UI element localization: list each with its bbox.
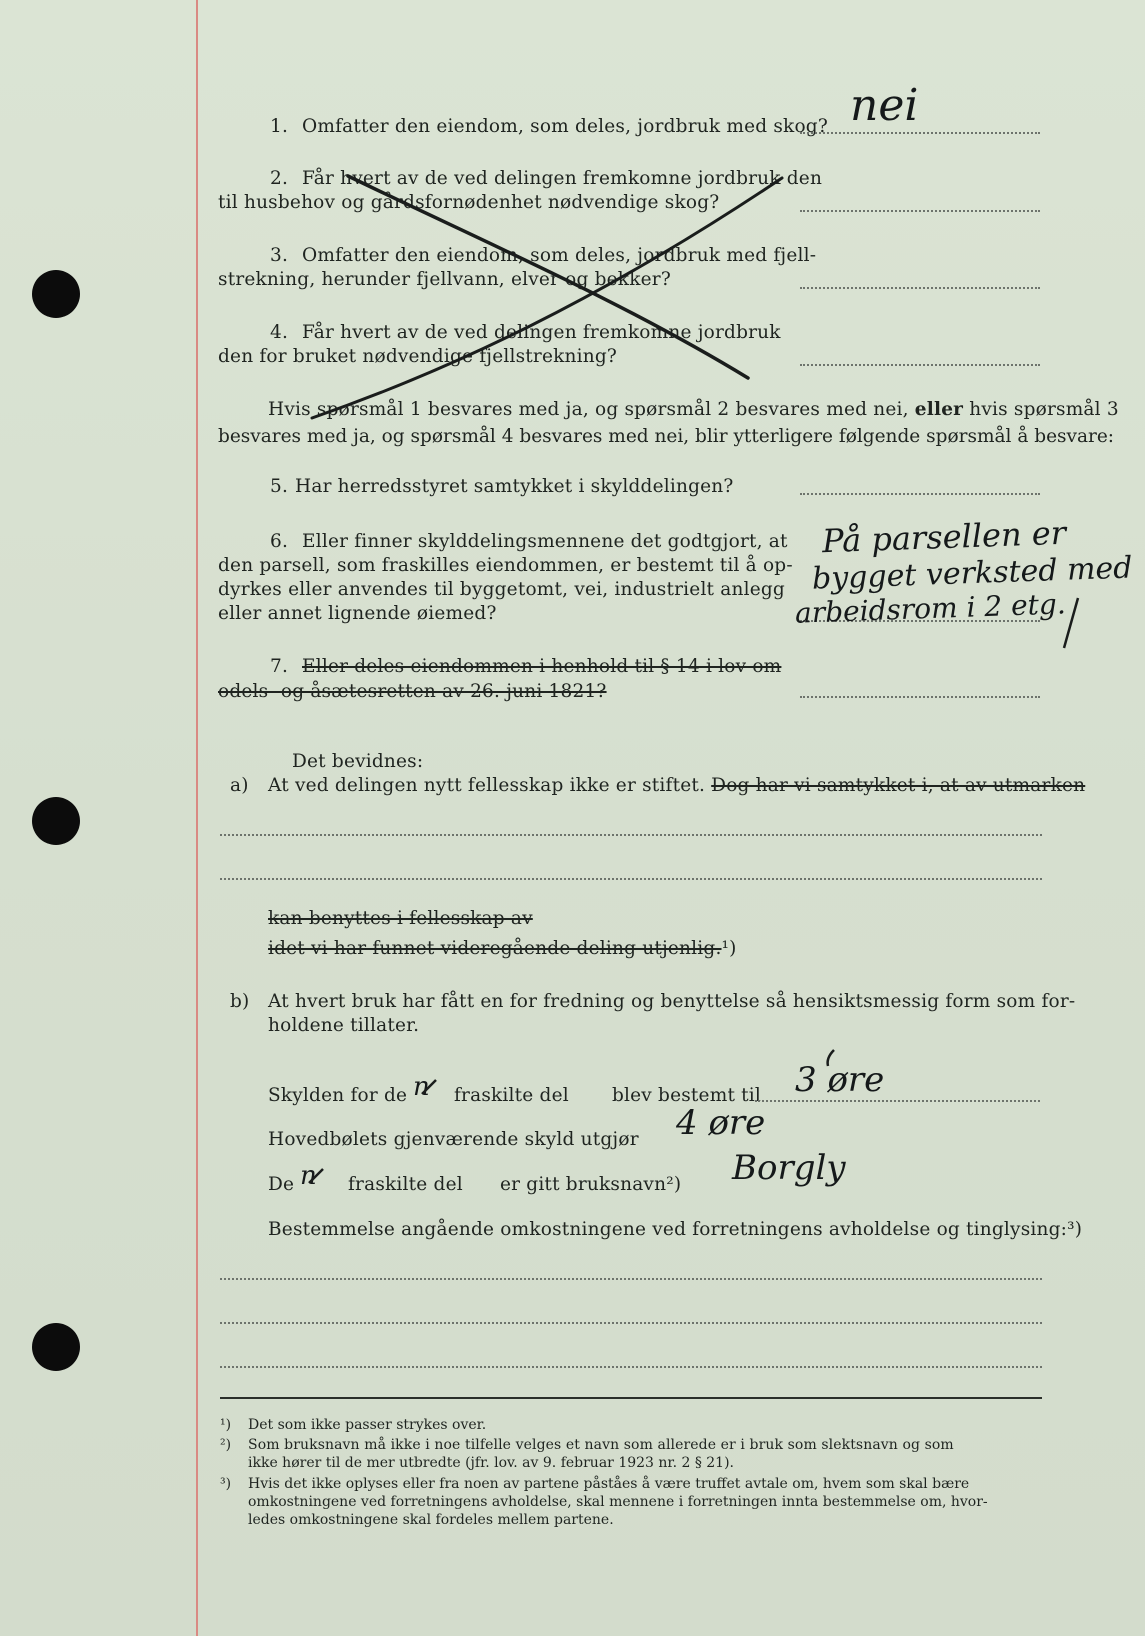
navn-struck-n: n [300,1161,317,1191]
q1-number: 1. [270,116,289,137]
q3-text-2: strekning, herunder fjellvann, elver og bekker? [218,269,671,290]
q6-text-2: den parsell, som fraskilles eiendommen, er bestemt til å op- [218,555,793,576]
q3-number: 3. [270,245,289,266]
q7-number: 7. [270,656,289,677]
cross-stroke-2 [312,178,782,418]
hoved-label: Hovedbølets gjenværende skyld utgjør [268,1129,639,1150]
attest-heading: Det bevidnes: [292,751,424,772]
footnote-3-mark: ³) [220,1476,232,1492]
hoved-value: 4 øre [676,1103,766,1143]
condition-line-2: besvares med ja, og spørsmål 4 besvares med nei, blir ytterligere følgende spørsmål å besvare: [218,426,1115,447]
q2-text-2: til husbehov og gårdsfornødenhet nødvendige skog? [218,192,720,213]
skyld-struck-n: n [413,1072,430,1102]
attest-a-struck-2: kan benyttes i fellesskap av [268,908,533,929]
q6-number: 6. [270,531,289,552]
footnote-1-text: Det som ikke passer strykes over. [248,1417,487,1433]
strike-mark [309,1169,323,1183]
q6-answer-1: På parsellen er [821,513,1067,561]
q2-text-1: Får hvert av de ved delingen fremkomne jordbruk den [302,168,823,189]
footnote-3-text-3: ledes omkostningene skal fordeles mellem partene. [248,1512,614,1528]
navn-label: De [268,1174,295,1195]
q6-text-1: Eller finner skylddelingsmennene det godtgjort, at [302,531,788,552]
q1-answer: nei [850,80,919,131]
footnote-3-text-1: Hvis det ikke oplyses eller fra noen av partene påståes å være truffet avtale om, hvem som skal bære [248,1476,970,1492]
attest-b-text-2: holdene tillater. [268,1015,420,1036]
q4-number: 4. [270,322,289,343]
navn-mid: fraskilte del [348,1174,463,1195]
footnote-3-text-2: omkostningene ved forretningens avholdelse, skal mennene i forretningen innta bestemmelse om, hvor- [248,1494,988,1510]
q7-text-1: Eller deles eiendommen i henhold til § 14 i lov om [302,656,782,677]
q1-text: Omfatter den eiendom, som deles, jordbruk med skog? [302,116,828,137]
attest-a-label: a) [230,775,249,796]
q5-number: 5. [270,476,289,497]
attest-b-text-1: At hvert bruk har fått en for fredning og benyttelse så hensiktsmessig form som for- [268,991,1076,1012]
strike-mark [422,1080,436,1094]
attest-a-text: At ved delingen nytt fellesskap ikke er stiftet. Dog har vi samtykket i, at av utmarken [268,775,1086,796]
attest-a-struck-3: idet vi har funnet videregående deling utjenlig.¹) [268,938,737,959]
q2-number: 2. [270,168,289,189]
navn-value: Borgly [732,1148,846,1188]
q3-text-1: Omfatter den eiendom, som deles, jordbruk med fjell- [302,245,817,266]
cross-stroke-1 [348,176,748,378]
footnote-1-mark: ¹) [220,1417,232,1433]
q4-text-1: Får hvert av de ved delingen fremkomne jordbruk [302,322,781,343]
navn-post: er gitt bruksnavn²) [500,1174,682,1195]
skyld-label: Skylden for de [268,1085,408,1106]
footnote-2-text-2: ikke hører til de mer utbredte (jfr. lov. av 9. februar 1923 nr. 2 § 21). [248,1455,735,1471]
q6-answer-3: arbeidsrom i 2 etg. [794,587,1067,630]
bestem-label: Bestemmelse angående omkostningene ved forretningens avholdelse og tinglysing:³) [268,1219,1083,1240]
pen-tail-mark [1064,598,1078,648]
q5-text: Har herredsstyret samtykket i skylddelingen? [295,476,734,497]
q6-text-3: dyrkes eller anvendes til byggetomt, vei, industrielt anlegg [218,579,785,600]
q4-text-2: den for bruket nødvendige fjellstrekning? [218,346,618,367]
condition-line-1: Hvis spørsmål 1 besvares med ja, og spørsmål 2 besvares med nei, eller hvis spørsmål 3 [268,399,1119,420]
footnote-2-mark: ²) [220,1437,232,1453]
skyld-value: 3 øre [795,1060,885,1100]
accent-mark [828,1050,834,1066]
q7-text-2: odels- og åsætesretten av 26. juni 1821? [218,681,607,702]
skyld-mid: fraskilte del [454,1085,569,1106]
q6-text-4: eller annet lignende øiemed? [218,603,497,624]
q6-answer-2: bygget verksted med [811,550,1133,597]
skyld-post: blev bestemt til [612,1085,762,1106]
attest-b-label: b) [230,991,250,1012]
footnote-2-text-1: Som bruksnavn må ikke i noe tilfelle velges et navn som allerede er i bruk som slektsnavn og som [248,1437,954,1453]
